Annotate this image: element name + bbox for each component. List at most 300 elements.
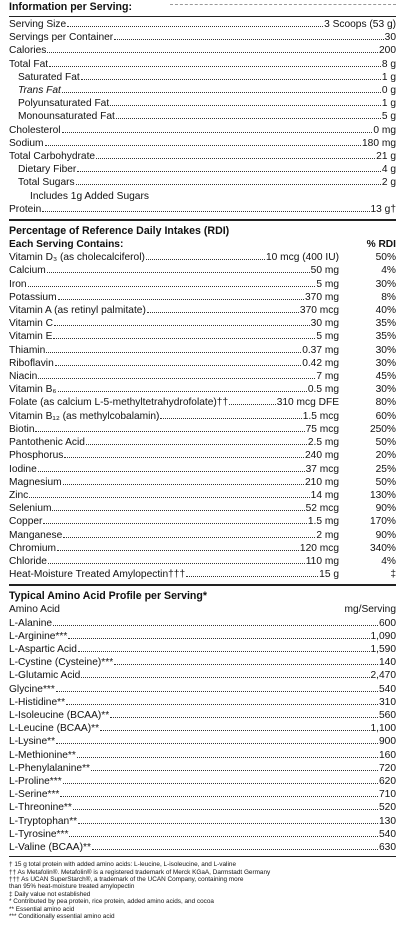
info-value: 0 mg	[373, 124, 396, 136]
footnote-line: *** Conditionally essential amino acid	[9, 913, 115, 921]
rdi-nutrient: Vitamin B₆	[9, 384, 57, 396]
rdi-percent: 35%	[375, 318, 396, 330]
info-label: Total Carbohydrate	[9, 151, 96, 163]
leader-dots	[53, 338, 315, 339]
rdi-amount: 7 mg	[316, 371, 339, 383]
leader-dots	[47, 52, 378, 53]
amino-amount: 1,100	[370, 723, 396, 735]
amino-acid-name: Glycine***	[9, 683, 55, 695]
leader-dots	[77, 171, 381, 172]
info-value: 30	[384, 32, 396, 44]
info-value: 8 g	[381, 58, 396, 70]
rdi-main	[9, 542, 339, 555]
leader-dots	[78, 651, 370, 652]
info-value: 21 g	[376, 151, 396, 163]
rdi-nutrient: Thiamin	[9, 344, 46, 356]
rdi-row	[9, 463, 396, 476]
rdi-row	[9, 423, 396, 436]
info-label: Calories	[9, 45, 47, 57]
info-row	[9, 163, 396, 176]
rdi-amount: 370 mcg	[299, 305, 339, 317]
rdi-percent: 130%	[369, 489, 396, 501]
rdi-nutrient: Vitamin D₃ (as cholecalciferol)	[9, 252, 145, 264]
info-label: Total Fat	[9, 58, 49, 70]
rdi-percent: ‡	[390, 569, 396, 581]
leader-dots	[64, 457, 304, 458]
section-divider	[9, 584, 396, 586]
amino-row	[9, 735, 396, 748]
rdi-amount: 1.5 mcg	[302, 410, 339, 422]
leader-dots	[186, 576, 318, 577]
rdi-amount: 14 mg	[310, 489, 339, 501]
rdi-nutrient: Zinc	[9, 489, 29, 501]
rdi-amount: 0.42 mg	[302, 357, 339, 369]
info-row	[9, 71, 396, 84]
leader-dots	[78, 823, 378, 824]
amino-amount: 160	[379, 749, 396, 761]
rdi-percent: 30%	[375, 344, 396, 356]
rdi-row	[9, 502, 396, 515]
amino-acid-name: L-Histidine**	[9, 696, 66, 708]
info-row	[9, 110, 396, 123]
rdi-main	[9, 449, 339, 462]
amino-amount: 310	[379, 696, 396, 708]
rdi-nutrient: Heat-Moisture Treated Amylopectin†††	[9, 569, 186, 581]
rdi-row	[9, 489, 396, 502]
amino-row	[9, 762, 396, 775]
rdi-main	[9, 489, 339, 502]
amino-amount: 620	[379, 775, 396, 787]
divider	[9, 16, 396, 17]
info-row	[9, 137, 396, 150]
info-row	[9, 176, 396, 189]
amino-amount: 540	[379, 683, 396, 695]
leader-dots	[67, 26, 323, 27]
footnote-line: ** Essential amino acid	[9, 905, 75, 913]
leader-dots	[73, 809, 378, 810]
amino-row	[9, 643, 396, 656]
rdi-amount: 10 mcg (400 IU)	[265, 252, 339, 264]
leader-dots	[86, 444, 307, 445]
amino-amount: 710	[379, 789, 396, 801]
amino-row	[9, 696, 396, 709]
rdi-nutrient: Biotin	[9, 423, 35, 435]
rdi-nutrient: Iodine	[9, 463, 37, 475]
rdi-main	[9, 555, 339, 568]
rdi-percent: 20%	[375, 450, 396, 462]
amino-row	[9, 801, 396, 814]
rdi-percent: 40%	[375, 305, 396, 317]
rdi-percent-header: % RDI	[366, 239, 396, 251]
rdi-row	[9, 529, 396, 542]
leader-dots	[68, 638, 369, 639]
leader-dots	[77, 757, 378, 758]
rdi-main	[9, 515, 339, 528]
rdi-amount: 5 mg	[316, 331, 339, 343]
rdi-nutrient: Copper	[9, 516, 43, 528]
divider	[9, 856, 396, 857]
rdi-amount: 15 g	[319, 569, 339, 581]
leader-dots	[60, 796, 378, 797]
leader-dots	[66, 704, 378, 705]
amino-amount: 540	[379, 828, 396, 840]
leader-dots	[229, 404, 276, 405]
rdi-amount: 240 mg	[305, 450, 339, 462]
rdi-main	[9, 357, 339, 370]
leader-dots	[114, 39, 383, 40]
rdi-percent: 60%	[375, 410, 396, 422]
rdi-main	[9, 423, 339, 436]
leader-dots	[81, 677, 369, 678]
rdi-amount: 2 mg	[316, 529, 339, 541]
rdi-amount: 210 mg	[305, 476, 339, 488]
amino-amount: 2,470	[370, 670, 396, 682]
rdi-nutrient: Chloride	[9, 555, 47, 567]
leader-dots	[116, 118, 381, 119]
amino-row	[9, 722, 396, 735]
rdi-row	[9, 476, 396, 489]
rdi-amount: 370 mg	[305, 291, 339, 303]
top-dashed-line	[170, 4, 396, 5]
rdi-amount: 0.37 mg	[302, 344, 339, 356]
info-label: Total Sugars	[18, 177, 75, 189]
rdi-row	[9, 357, 396, 370]
rdi-main	[9, 410, 339, 423]
amino-acid-name: L-Isoleucine (BCAA)**	[9, 709, 110, 721]
rdi-percent: 4%	[381, 555, 396, 567]
rdi-row	[9, 449, 396, 462]
leader-dots	[38, 471, 305, 472]
leader-dots	[56, 743, 378, 744]
leader-dots	[58, 299, 304, 300]
info-value: 1 g	[381, 98, 396, 110]
rdi-nutrient: Folate (as calcium L-5-methyltetrahydrofolate)††	[9, 397, 229, 409]
amino-amount: 720	[379, 762, 396, 774]
rdi-amount: 37 mcg	[305, 463, 339, 475]
amino-acid-name: L-Lysine**	[9, 736, 56, 748]
rdi-row	[9, 396, 396, 409]
rdi-amount: 5 mg	[316, 278, 339, 290]
info-label: Monounsaturated Fat	[18, 111, 115, 123]
amino-acid-name: L-Alanine	[9, 617, 53, 629]
footnote-line: † 15 g total protein with added amino acids: L-leucine, L-isoleucine, and L-valine	[9, 861, 237, 869]
info-row	[9, 18, 396, 31]
rdi-nutrient: Riboflavin	[9, 357, 54, 369]
leader-dots	[114, 664, 378, 665]
leader-dots	[76, 184, 381, 185]
rdi-main	[9, 304, 339, 317]
footnote-line: ‡ Daily value not established	[9, 890, 91, 898]
amino-row	[9, 683, 396, 696]
rdi-percent: 50%	[375, 476, 396, 488]
rdi-nutrient: Selenium	[9, 503, 52, 515]
leader-dots	[47, 272, 310, 273]
protein-row	[9, 203, 396, 216]
info-value: 200	[379, 45, 396, 57]
info-value: 0 g	[381, 85, 396, 97]
rdi-row	[9, 370, 396, 383]
info-value: 5 g	[381, 111, 396, 123]
section-divider	[9, 219, 396, 221]
rdi-rows	[9, 251, 396, 581]
leader-dots	[147, 312, 299, 313]
rdi-row	[9, 278, 396, 291]
footnotes	[9, 861, 396, 920]
leader-dots	[63, 484, 304, 485]
rdi-percent: 8%	[381, 291, 396, 303]
amino-rows	[9, 617, 396, 855]
rdi-nutrient: Niacin	[9, 371, 38, 383]
rdi-nutrient: Vitamin A (as retinyl palmitate)	[9, 305, 146, 317]
rdi-main	[9, 291, 339, 304]
leader-dots	[96, 158, 375, 159]
info-row	[9, 44, 396, 57]
amino-row	[9, 709, 396, 722]
footnote-line: than 95% heat-moisture treated amylopectin	[9, 883, 135, 891]
amino-acid-name: L-Leucine (BCAA)**	[9, 723, 100, 735]
rdi-row	[9, 568, 396, 581]
amino-header	[9, 603, 396, 616]
rdi-main	[9, 317, 339, 330]
amino-acid-name: L-Tyrosine***	[9, 828, 69, 840]
rdi-title: Percentage of Reference Daily Intakes (RDI)	[9, 225, 230, 238]
rdi-amount: 1.5 mg	[307, 516, 339, 528]
rdi-amount: 50 mg	[310, 265, 339, 277]
amino-title: Typical Amino Acid Profile per Serving*	[9, 590, 207, 603]
leader-dots	[38, 378, 315, 379]
info-label: Servings per Container	[9, 32, 114, 44]
leader-dots	[160, 418, 301, 419]
leader-dots	[69, 836, 378, 837]
amino-row	[9, 828, 396, 841]
leader-dots	[48, 563, 305, 564]
rdi-amount: 120 mcg	[299, 542, 339, 554]
rdi-nutrient: Vitamin B₁₂ (as methylcobalamin)	[9, 410, 160, 422]
rdi-row	[9, 291, 396, 304]
leader-dots	[92, 849, 378, 850]
rdi-main	[9, 264, 339, 277]
info-row	[9, 58, 396, 71]
amino-amount: 630	[379, 841, 396, 853]
leader-dots	[28, 286, 316, 287]
info-value: 4 g	[381, 164, 396, 176]
leader-dots	[110, 717, 378, 718]
leader-dots	[146, 259, 265, 260]
rdi-main	[9, 396, 339, 409]
amino-acid-name: L-Glutamic Acid	[9, 670, 81, 682]
amino-acid-name: L-Arginine***	[9, 630, 68, 642]
rdi-row	[9, 264, 396, 277]
rdi-main	[9, 436, 339, 449]
leader-dots	[49, 66, 381, 67]
leader-dots	[63, 537, 315, 538]
amino-col-left: Amino Acid	[9, 604, 60, 616]
leader-dots	[58, 391, 307, 392]
rdi-percent: 30%	[375, 357, 396, 369]
info-value: 2 g	[381, 177, 396, 189]
added-sugars-text: Includes 1g Added Sugars	[30, 190, 149, 202]
leader-dots	[43, 523, 306, 524]
info-label: Polyunsaturated Fat	[18, 98, 110, 110]
info-value: 3 Scoops (53 g)	[324, 19, 396, 30]
rdi-main	[9, 278, 339, 291]
footnote-line: †† As Metafolin®. Metafolin® is a registered trademark of Merck KGaA, Darmstadt Germany	[9, 868, 271, 876]
rdi-nutrient: Potassium	[9, 291, 57, 303]
leader-dots	[29, 497, 309, 498]
rdi-percent: 50%	[375, 437, 396, 449]
amino-row	[9, 617, 396, 630]
rdi-percent: 80%	[375, 397, 396, 409]
info-label: Serving Size	[9, 19, 67, 30]
rdi-nutrient: Phosphorus	[9, 450, 64, 462]
info-label: Cholesterol	[9, 124, 61, 136]
rdi-nutrient: Iron	[9, 278, 27, 290]
leader-dots	[57, 550, 299, 551]
rdi-amount: 30 mg	[310, 318, 339, 330]
amino-amount: 1,090	[370, 630, 396, 642]
rdi-row	[9, 344, 396, 357]
amino-row	[9, 815, 396, 828]
rdi-nutrient: Calcium	[9, 265, 46, 277]
info-row	[9, 124, 396, 137]
info-row	[9, 31, 396, 44]
amino-row	[9, 749, 396, 762]
leader-dots	[100, 730, 369, 731]
rdi-nutrient: Pantothenic Acid	[9, 437, 85, 449]
amino-acid-name: L-Tryptophan**	[9, 815, 78, 827]
info-label: Sodium	[9, 137, 44, 149]
rdi-row	[9, 304, 396, 317]
rdi-row	[9, 515, 396, 528]
rdi-percent: 25%	[375, 463, 396, 475]
rdi-nutrient: Chromium	[9, 542, 56, 554]
rdi-amount: 52 mcg	[305, 503, 339, 515]
rdi-percent: 250%	[369, 423, 396, 435]
info-row	[9, 84, 396, 97]
protein-label: Protein	[9, 203, 42, 215]
rdi-row	[9, 436, 396, 449]
amino-acid-name: L-Valine (BCAA)**	[9, 841, 91, 853]
leader-dots	[62, 132, 373, 133]
info-label: Trans Fat	[18, 85, 61, 97]
rdi-row	[9, 251, 396, 264]
leader-dots	[110, 105, 381, 106]
amino-acid-name: L-Methionine**	[9, 749, 76, 761]
amino-amount: 1,590	[370, 643, 396, 655]
rdi-percent: 340%	[369, 542, 396, 554]
rdi-main	[9, 370, 339, 383]
rdi-row	[9, 383, 396, 396]
rdi-percent: 4%	[381, 265, 396, 277]
rdi-percent: 90%	[375, 529, 396, 541]
amino-amount: 140	[379, 657, 396, 669]
protein-value: 13 g†	[370, 203, 396, 215]
leader-dots	[55, 365, 301, 366]
amino-row	[9, 788, 396, 801]
rdi-amount: 310 mcg DFE	[276, 397, 339, 409]
rdi-amount: 2.5 mg	[307, 437, 339, 449]
rdi-amount: 110 mg	[305, 555, 339, 567]
rdi-percent: 35%	[375, 331, 396, 343]
rdi-amount: 0.5 mg	[307, 384, 339, 396]
rdi-main	[9, 502, 339, 515]
rdi-main	[9, 529, 339, 542]
amino-col-right: mg/Serving	[344, 604, 396, 616]
amino-row	[9, 630, 396, 643]
leader-dots	[54, 325, 310, 326]
amino-acid-name: L-Phenylalanine**	[9, 762, 90, 774]
info-row	[9, 97, 396, 110]
amino-amount: 900	[379, 736, 396, 748]
rdi-main	[9, 330, 339, 343]
info-value: 1 g	[381, 71, 396, 83]
rdi-row	[9, 542, 396, 555]
rdi-percent: 30%	[375, 278, 396, 290]
leader-dots	[62, 92, 381, 93]
rdi-main	[9, 568, 339, 581]
amino-row	[9, 669, 396, 682]
leader-dots	[56, 691, 378, 692]
info-label: Saturated Fat	[18, 71, 80, 83]
leader-dots	[45, 145, 361, 146]
amino-amount: 600	[379, 617, 396, 629]
amino-acid-name: L-Threonine**	[9, 802, 72, 814]
rdi-row	[9, 555, 396, 568]
amino-amount: 520	[379, 802, 396, 814]
rdi-row	[9, 317, 396, 330]
rdi-header	[9, 238, 396, 251]
leader-dots	[52, 510, 304, 511]
amino-acid-name: L-Aspartic Acid	[9, 643, 77, 655]
leader-dots	[91, 770, 378, 771]
rdi-nutrient: Manganese	[9, 529, 63, 541]
footnote-line: * Contributed by pea protein, rice protein, added amino acids, and cocoa	[9, 898, 214, 906]
amino-row	[9, 841, 396, 854]
info-rows	[9, 18, 396, 190]
info-label: Dietary Fiber	[18, 164, 77, 176]
info-title: Information per Serving:	[9, 1, 133, 13]
rdi-amount: 75 mcg	[305, 423, 339, 435]
rdi-percent: 50%	[375, 252, 396, 264]
leader-dots	[42, 211, 369, 212]
rdi-main	[9, 344, 339, 357]
rdi-nutrient: Vitamin C	[9, 318, 53, 330]
leader-dots	[46, 352, 301, 353]
amino-acid-name: L-Cystine (Cysteine)***	[9, 657, 114, 669]
rdi-row	[9, 330, 396, 343]
amino-acid-name: L-Proline***	[9, 775, 62, 787]
footnote-line: ††† As UCAN SuperStarch®, a trademark of the UCAN Company, containing more	[9, 876, 244, 883]
rdi-main	[9, 251, 339, 264]
amino-row	[9, 775, 396, 788]
rdi-main	[9, 383, 339, 396]
rdi-percent: 45%	[375, 371, 396, 383]
leader-dots	[53, 625, 378, 626]
info-value: 180 mg	[362, 137, 396, 149]
leader-dots	[81, 79, 381, 80]
each-serving-label: Each Serving Contains:	[9, 239, 124, 251]
leader-dots	[63, 783, 378, 784]
info-row	[9, 150, 396, 163]
rdi-main	[9, 463, 339, 476]
rdi-main	[9, 476, 339, 489]
leader-dots	[35, 431, 304, 432]
amino-amount: 130	[379, 815, 396, 827]
rdi-nutrient: Vitamin E	[9, 331, 53, 343]
amino-acid-name: L-Serine***	[9, 789, 60, 801]
rdi-row	[9, 410, 396, 423]
amino-row	[9, 656, 396, 669]
